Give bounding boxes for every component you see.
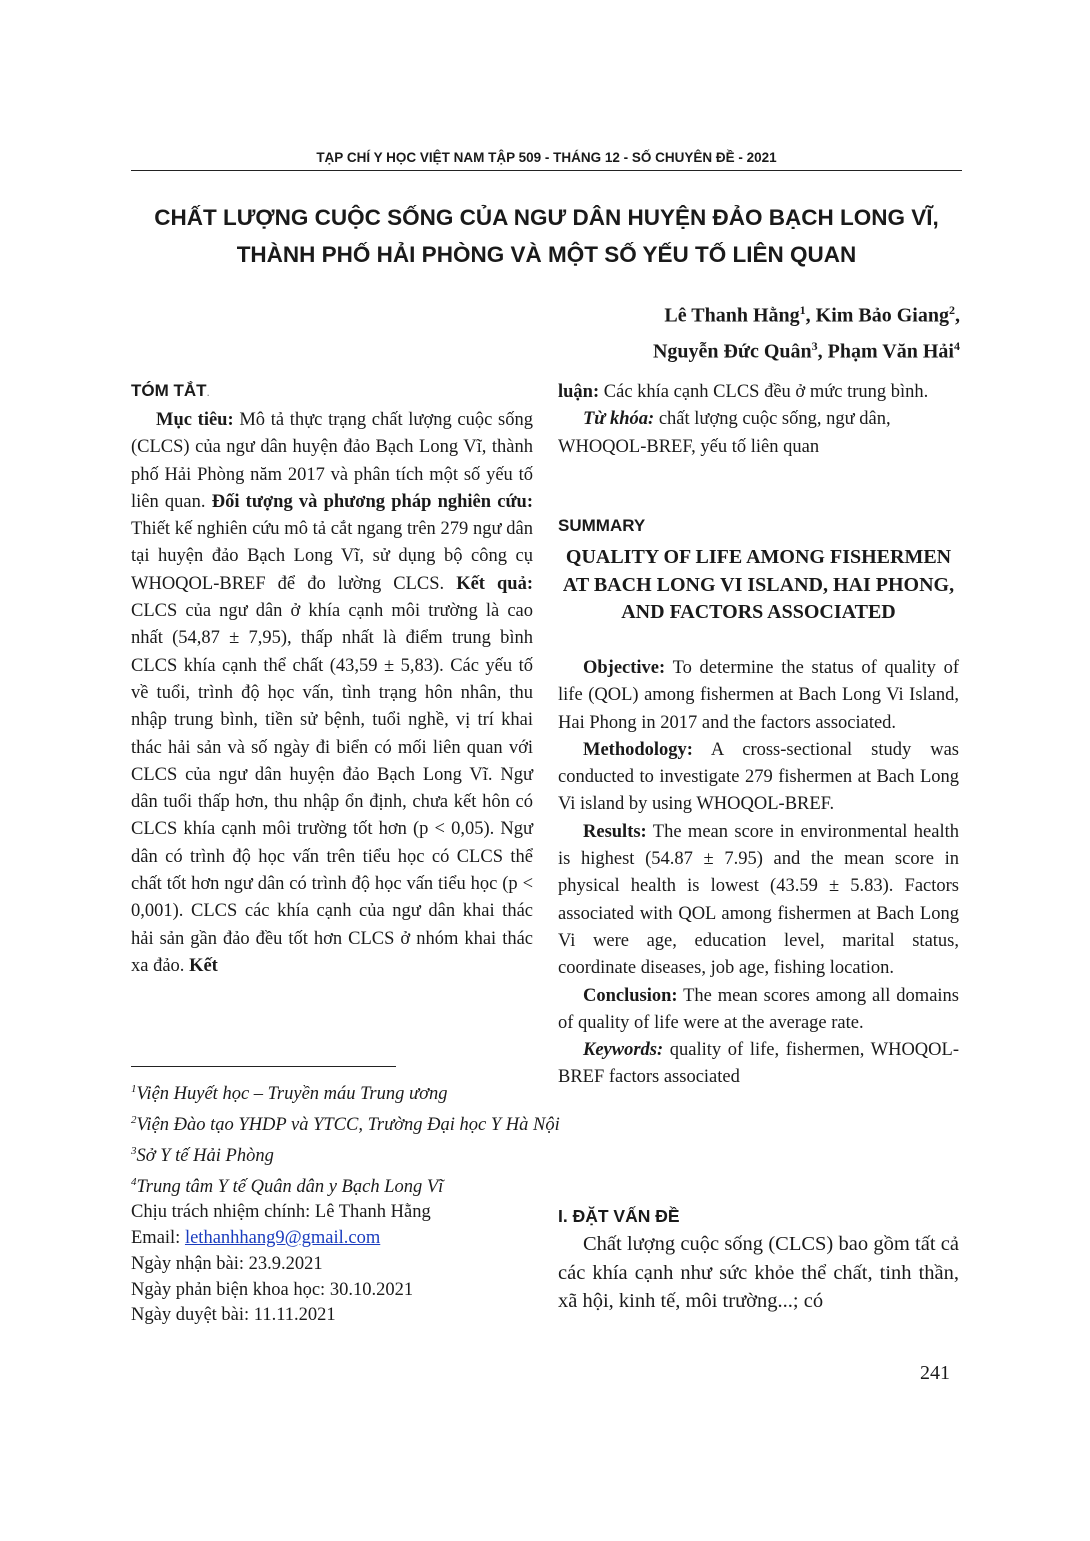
affiliation-marker: 2 bbox=[949, 303, 955, 317]
objective-paragraph: Objective: To determine the status of quality of life (QOL) among fishermen at Bach Long Vi Island, Hai Phong in 2017 and the factors associated. bbox=[558, 658, 959, 733]
results-paragraph: Results: The mean score in environmental health is highest (54.87 ± 7.95) and the mean score in physical health is lowest (43.59 ± 5.83). Factors associated with QOL among fishermen at Bach Long Vi were age, education level, marital status, coordinate diseases, job age, fishing location. bbox=[558, 821, 959, 979]
intro-body bbox=[558, 1230, 959, 1316]
email-link[interactable]: lethanhhang9@gmail.com bbox=[184, 1228, 381, 1249]
title-line-2: THÀNH PHỐ HẢI PHÒNG VÀ MỘT SỐ YẾU TỐ LIÊN QUAN bbox=[236, 242, 857, 267]
objective-label: Mục tiêu: bbox=[156, 410, 234, 430]
email-line: Email: lethanhhang9@gmail.com bbox=[131, 1228, 381, 1249]
header-rule bbox=[131, 170, 962, 171]
methods-text: Thiết kế nghiên cứu mô tả cắt ngang trên 279 ngư dân tại huyện đảo Bạch Long Vĩ, sử dụng bộ công cụ WHOQOL-BREF để đo lường CLCS. bbox=[131, 519, 533, 594]
abstract-vi-body bbox=[131, 407, 533, 980]
journal-header: TẠP CHÍ Y HỌC VIỆT NAM TẬP 509 - THÁNG 12 - SỐ CHUYÊN ĐỀ - 2021 bbox=[316, 150, 777, 165]
english-title: QUALITY OF LIFE AMONG FISHERMEN AT BACH LONG VI ISLAND, HAI PHONG, AND FACTORS ASSOCIATED bbox=[562, 546, 955, 623]
conclusion-text: Các khía cạnh CLCS đều ở mức trung bình. bbox=[599, 382, 929, 402]
responsible-author: Chịu trách nhiệm chính: Lê Thanh Hằng bbox=[131, 1202, 431, 1223]
conclusion-label: luận: bbox=[558, 382, 600, 402]
intro-heading: I. ĐẶT VẤN ĐỀ bbox=[558, 1206, 680, 1226]
keywords-text: chất lượng cuộc sống, ngư dân, WHOQOL-BREF, yếu tố liên quan bbox=[558, 409, 891, 457]
footnote-3: $^3$Sở Y tế Hải Phòng bbox=[131, 1144, 274, 1166]
author-line-2 bbox=[653, 331, 960, 367]
summary-body bbox=[558, 655, 959, 1092]
author-name: Lê Thanh Hằng bbox=[664, 304, 800, 327]
results-label: Kết quả: bbox=[456, 573, 534, 594]
summary-heading: SUMMARY bbox=[558, 516, 646, 535]
article-title bbox=[131, 199, 962, 273]
conclusion-paragraph bbox=[558, 379, 959, 406]
keywords-paragraph bbox=[558, 406, 959, 461]
affiliation-marker: 1 bbox=[799, 303, 806, 317]
abstract-vi-continued bbox=[558, 379, 959, 461]
affiliation-marker: 3 bbox=[811, 338, 818, 353]
reviewed-date: Ngày phản biện khoa học: 30.10.2021 bbox=[131, 1279, 414, 1300]
footnote-2: $^2$Viện Đào tạo YHDP và YTCC, Trường Đại học Y Hà Nội bbox=[131, 1113, 560, 1136]
accepted-date: Ngày duyệt bài: 11.11.2021 bbox=[131, 1305, 336, 1326]
page-number: 241 bbox=[920, 1362, 950, 1384]
author-name: , Kim Bảo Giang bbox=[805, 304, 949, 327]
keywords-label: Từ khóa: bbox=[583, 409, 655, 430]
results-text: CLCS của ngư dân ở khía cạnh môi trường là cao nhất (54,87 ± 7,95), thấp nhất là điểm trung bình CLCS khía cạnh thể chất (43,59 ± 5,83). Các yếu tố về tuổi, trình độ học vấn, tình trạng hôn nhân, thu nhập trung bình, tiền sử bệnh, tuổi nghề, vị trí khai thác hải sản và số ngày đi biển có mối liên quan với CLCS của ngư dân huyện đảo Bạch Long Vĩ. Ngư dân tuổi thấp hơn, thu nhập ổn định, chưa kết hôn có CLCS khía cạnh môi trường tốt hơn (p < 0,05). Ngư dân có trình độ học vấn trên tiểu học có CLCS thể chất tốt hơn ngư dân có trình độ học vấn tiểu học (p < 0,001). CLCS các khía cạnh của ngư dân khai thác hải sản gần đảo đều tốt hơn CLCS ở nhóm khai thác xa đảo. bbox=[131, 601, 533, 976]
methodology-paragraph: Methodology: A cross-sectional study was conducted to investigate 279 fishermen at Bach Long Vi island by using WHOQOL-BREF. bbox=[558, 739, 959, 815]
abstract-paragraph bbox=[131, 407, 533, 980]
author-name: Nguyễn Đức Quân bbox=[652, 340, 812, 363]
received-date: Ngày nhận bài: 23.9.2021 bbox=[131, 1253, 323, 1274]
author-list bbox=[653, 295, 960, 366]
footnote-rule bbox=[131, 1066, 396, 1067]
title-line-1: CHẤT LƯỢNG CUỘC SỐNG CỦA NGƯ DÂN HUYỆN ĐẢO BẠCH LONG VĨ, bbox=[154, 205, 939, 230]
conclusion-paragraph-en: Conclusion: The mean scores among all domains of quality of life were at the average rate. bbox=[558, 985, 959, 1033]
affiliation-marker: 4 bbox=[954, 338, 960, 353]
abstract-heading: TÓM TẮT. bbox=[131, 381, 210, 400]
methods-label: Đối tượng và phương pháp nghiên cứu: bbox=[211, 491, 533, 512]
footnote-1: $^1$Viện Huyết học – Truyền máu Trung ương bbox=[131, 1083, 448, 1105]
author-name: , Phạm Văn Hải bbox=[817, 340, 954, 363]
heading-dot: . bbox=[206, 385, 210, 399]
objective-text: Mô tả thực trạng chất lượng cuộc sống (CLCS) của ngư dân huyện đảo Bạch Long Vĩ, thành phố Hải Phòng năm 2017 và phân tích một số yếu tố liên quan. bbox=[131, 410, 533, 512]
footnotes bbox=[131, 1077, 560, 1329]
footnote-4: $^4$Trung tâm Y tế Quân dân y Bạch Long Vĩ bbox=[131, 1175, 444, 1197]
author-line-1 bbox=[653, 295, 960, 331]
keywords-paragraph-en: Keywords: quality of life, fishermen, WHOQOL-BREF factors associated bbox=[558, 1040, 959, 1088]
separator: , bbox=[955, 304, 960, 327]
conclusion-label-start: Kết bbox=[189, 955, 218, 976]
intro-paragraph: Chất lượng cuộc sống (CLCS) bao gồm tất cả các khía cạnh như sức khỏe thể chất, tinh thần, xã hội, kinh tế, môi trường...; có bbox=[558, 1233, 959, 1312]
